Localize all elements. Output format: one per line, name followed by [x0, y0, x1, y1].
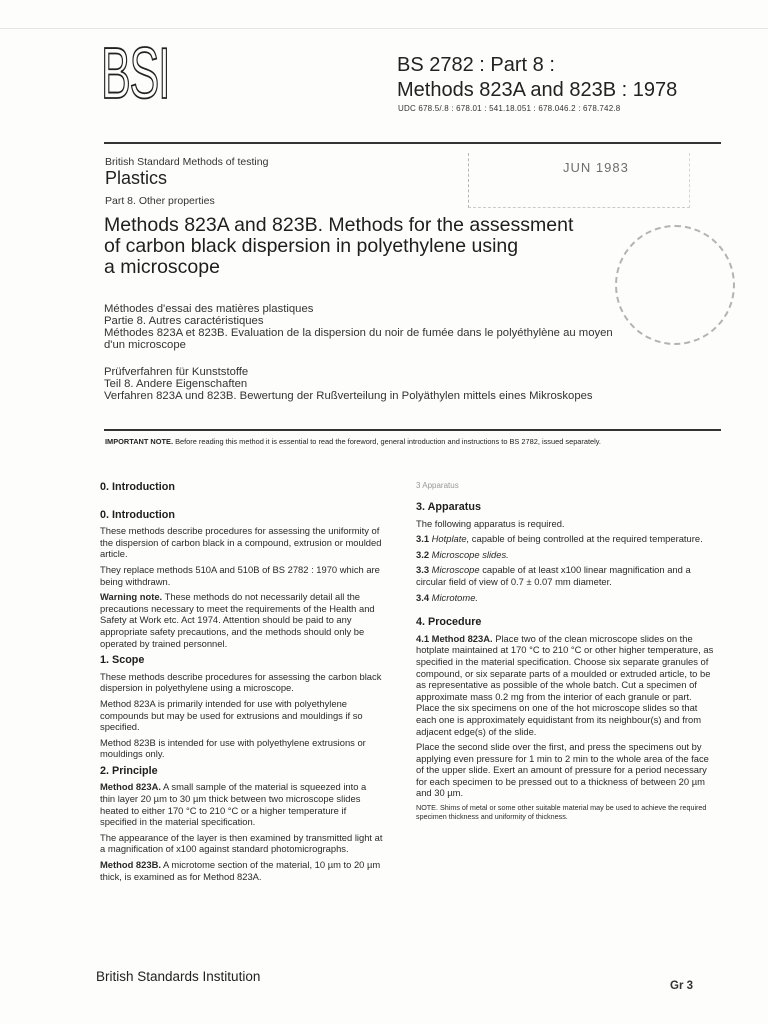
french-line-3: Méthodes 823A et 823B. Evaluation de la dispersion du noir de fumée dans le polyéthylène au moyen — [104, 327, 613, 339]
item-3-3-text: capable of at least x100 linear magnification and a circular field of view of 0.7 ± 0.07 mm diameter. — [416, 564, 691, 587]
french-line-1: Méthodes d'essai des matières plastiques — [104, 303, 314, 315]
title-line-3: a microscope — [104, 256, 220, 278]
apparatus-item-3-2 — [416, 549, 716, 561]
apparatus-item-3-3 — [416, 564, 716, 587]
standard-number: BS 2782 : Part 8 : — [397, 54, 555, 76]
principle-method-b — [100, 859, 383, 882]
important-note-label: IMPORTANT NOTE. — [105, 437, 174, 446]
item-3-1-name: Hotplate, — [431, 533, 470, 545]
right-column — [416, 480, 716, 825]
procedure-paragraph-2: Place the second slide over the first, and press the specimens out by applying even pressure for 1 min to 2 min to the whole area of the face of the upper slide. Exert an amount of pressure for a period necessary for each specimen to be pressed out to a thickness of between 20 µm and 30 µm. — [416, 741, 709, 799]
standard-methods: Methods 823A and 823B : 1978 — [397, 79, 678, 101]
procedure-4-1-label: 4.1 Method 823A. — [416, 632, 493, 644]
warning-label: Warning note. — [100, 591, 163, 603]
document-title — [104, 215, 684, 278]
procedure-4-1 — [416, 633, 716, 737]
intro-paragraph-2: They replace methods 510A and 510B of BS 2782 : 1970 which are being withdrawn. — [100, 563, 380, 587]
item-3-2-number: 3.2 — [416, 548, 430, 560]
item-3-2-name: Microscope slides. — [431, 548, 509, 560]
heading-procedure: 4. Procedure — [416, 616, 482, 629]
ghost-heading-apparatus: 3 Apparatus — [416, 481, 459, 490]
warning-note — [100, 591, 383, 649]
principle-b-text: A microtome section of the material, 10 µm to 20 µm thick, is examined as for Method 823A. — [100, 859, 381, 882]
received-stamp-date: JUN 1983 — [563, 160, 629, 175]
series-label: British Standard Methods of testing — [105, 156, 269, 168]
heading-introduction: 0. Introduction — [100, 508, 175, 521]
title-line-2: of carbon black dispersion in polyethylene using — [104, 235, 519, 257]
german-line-2: Teil 8. Andere Eigenschaften — [104, 378, 248, 390]
apparatus-item-3-1 — [416, 533, 716, 545]
principle-a-text: A small sample of the material is squeezed into a thin layer 20 µm to 30 µm thick between two microscope slides heated to either 170 °C to 210 °C or a higher temperature if specified in the material specification. — [100, 781, 367, 828]
item-3-1-text: capable of being controlled at the required temperature. — [471, 533, 703, 545]
publisher-name: British Standards Institution — [96, 969, 261, 984]
left-column — [100, 476, 383, 886]
ghost-heading-introduction: 0. Introduction — [100, 481, 175, 493]
german-line-1: Prüfverfahren für Kunststoffe — [104, 366, 249, 378]
important-note — [105, 437, 715, 447]
header-rule — [104, 142, 721, 144]
heading-scope: 1. Scope — [100, 654, 145, 667]
french-title — [104, 303, 613, 351]
subject-title: Plastics — [105, 168, 168, 188]
principle-method-a — [100, 781, 383, 827]
price-grade: Gr 3 — [670, 980, 694, 992]
udc-code: UDC 678.5/.8 : 678.01 : 541.18.051 : 678.046.2 : 678.742.8 — [398, 104, 621, 113]
heading-principle: 2. Principle — [100, 764, 158, 777]
item-3-3-name: Microscope — [431, 564, 480, 576]
apparatus-intro: The following apparatus is required. — [416, 517, 565, 529]
apparatus-item-3-4 — [416, 592, 716, 604]
section-rule — [104, 429, 721, 431]
procedure-4-1-text: Place two of the clean microscope slides on the hotplate maintained at 170 °C to 210 °C or other higher temperature, as specified in the material specification. Choose six separate granules of compound, or six separate parts of a moulded or extruded article, to be as representative as possible of the whole batch. Cut a specimen of approximate mass 0.2 mg from the interior of each granule or part. Place the six specimens on one of the hot microscope slides so that each one is approximately equidistant from its neighbour(s) and from adjacent edge(s) of the slide. — [416, 632, 714, 737]
german-line-3: Verfahren 823A und 823B. Bewertung der Rußverteilung in Polyäthylen mittels eines Mikroskopes — [104, 390, 593, 402]
item-3-1-number: 3.1 — [416, 533, 430, 545]
scope-paragraph-3: Method 823B is intended for use with polyethylene extrusions or mouldings only. — [100, 736, 366, 760]
scope-paragraph-2: Method 823A is primarily intended for use with polyethylene compounds but may be used for extrusions and mouldings if so specified. — [100, 697, 363, 733]
scope-paragraph-1: These methods describe procedures for assessing the carbon black dispersion in polyethylene using a microscope. — [100, 670, 382, 694]
principle-a-label: Method 823A. — [100, 781, 161, 793]
procedure-note: NOTE. Shims of metal or some other suitable material may be used to achieve the required specimen thickness and uniformity of thickness. — [416, 803, 707, 822]
warning-text: These methods do not necessarily detail all the precautions necessary to meet the requirements of the Health and Safety at Work etc. Act 1974. Attention should be paid to any appropriate safety precautions, and the methods should only be operated by trained personnel. — [100, 591, 375, 649]
scan-edge-line — [0, 28, 768, 29]
part-label: Part 8. Other properties — [105, 195, 215, 207]
item-3-4-name: Microtome. — [431, 591, 479, 603]
important-note-text: Before reading this method it is essential to read the foreword, general introduction and instructions to BS 2782, issued separately. — [175, 437, 601, 446]
title-line-1: Methods 823A and 823B. Methods for the assessment — [104, 214, 574, 236]
french-line-2: Partie 8. Autres caractéristiques — [104, 315, 264, 327]
french-line-4: d'un microscope — [104, 339, 186, 351]
principle-b-label: Method 823B. — [100, 859, 161, 871]
item-3-4-number: 3.4 — [416, 591, 430, 603]
german-title — [104, 366, 593, 402]
bsi-logo: BSI — [101, 34, 170, 114]
principle-paragraph-2: The appearance of the layer is then examined by transmitted light at a magnification of x100 against standard photomicrographs. — [100, 831, 383, 855]
intro-paragraph-1: These methods describe procedures for assessing the uniformity of the dispersion of carbon black in a compound, extrusion or moulded article. — [100, 525, 382, 560]
item-3-3-number: 3.3 — [416, 564, 430, 576]
heading-apparatus: 3. Apparatus — [416, 501, 481, 513]
